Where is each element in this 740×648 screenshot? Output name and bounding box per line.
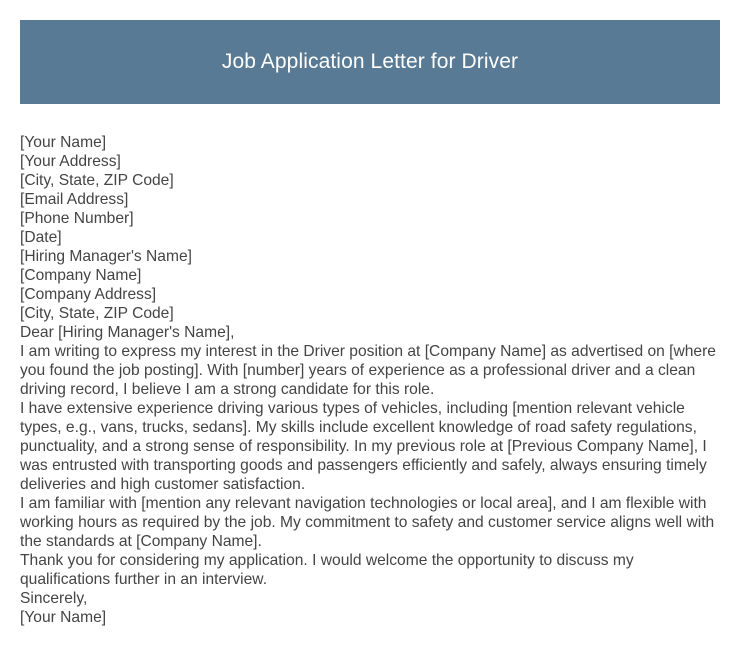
page-title: Job Application Letter for Driver [221,50,519,73]
letter-body [20,133,722,627]
paragraph-thanks: Thank you for considering my application. I would welcome the opportunity to discuss my qualifications further in an interview. [20,552,634,588]
title-banner [20,20,720,104]
sender-email: [Email Address] [20,191,129,208]
paragraph-flexibility: I am familiar with [mention any relevant navigation technologies or local area], and I am flexible with working hours as required by the job. My commitment to safety and customer service aligns well with the standards at [Company Name]. [20,495,715,550]
letter-date: [Date] [20,229,62,246]
recipient-address: [Company Address] [20,286,157,303]
signature: [Your Name] [20,609,107,626]
salutation: Dear [Hiring Manager's Name], [20,324,235,341]
sender-city: [City, State, ZIP Code] [20,172,174,189]
recipient-company: [Company Name] [20,267,142,284]
sender-name: [Your Name] [20,134,107,151]
paragraph-intro: I am writing to express my interest in the Driver position at [Company Name] as advertised on [where you found the job posting]. With [number] years of experience as a professional driver and a clean driving record, I believe I am a strong candidate for this role. [20,343,716,398]
closing: Sincerely, [20,590,88,607]
sender-address: [Your Address] [20,153,121,170]
recipient-city: [City, State, ZIP Code] [20,305,174,322]
paragraph-experience: I have extensive experience driving various types of vehicles, including [mention relevant vehicle types, e.g., vans, trucks, sedans]. My skills include excellent knowledge of road safety regulations, punctuality, and a strong sense of responsibility. In my previous role at [Previous Company Name], I was entrusted with transporting goods and passengers efficiently and safely, always ensuring timely deliveries and high customer satisfaction. [20,400,707,493]
sender-phone: [Phone Number] [20,210,134,227]
recipient-name: [Hiring Manager's Name] [20,248,192,265]
